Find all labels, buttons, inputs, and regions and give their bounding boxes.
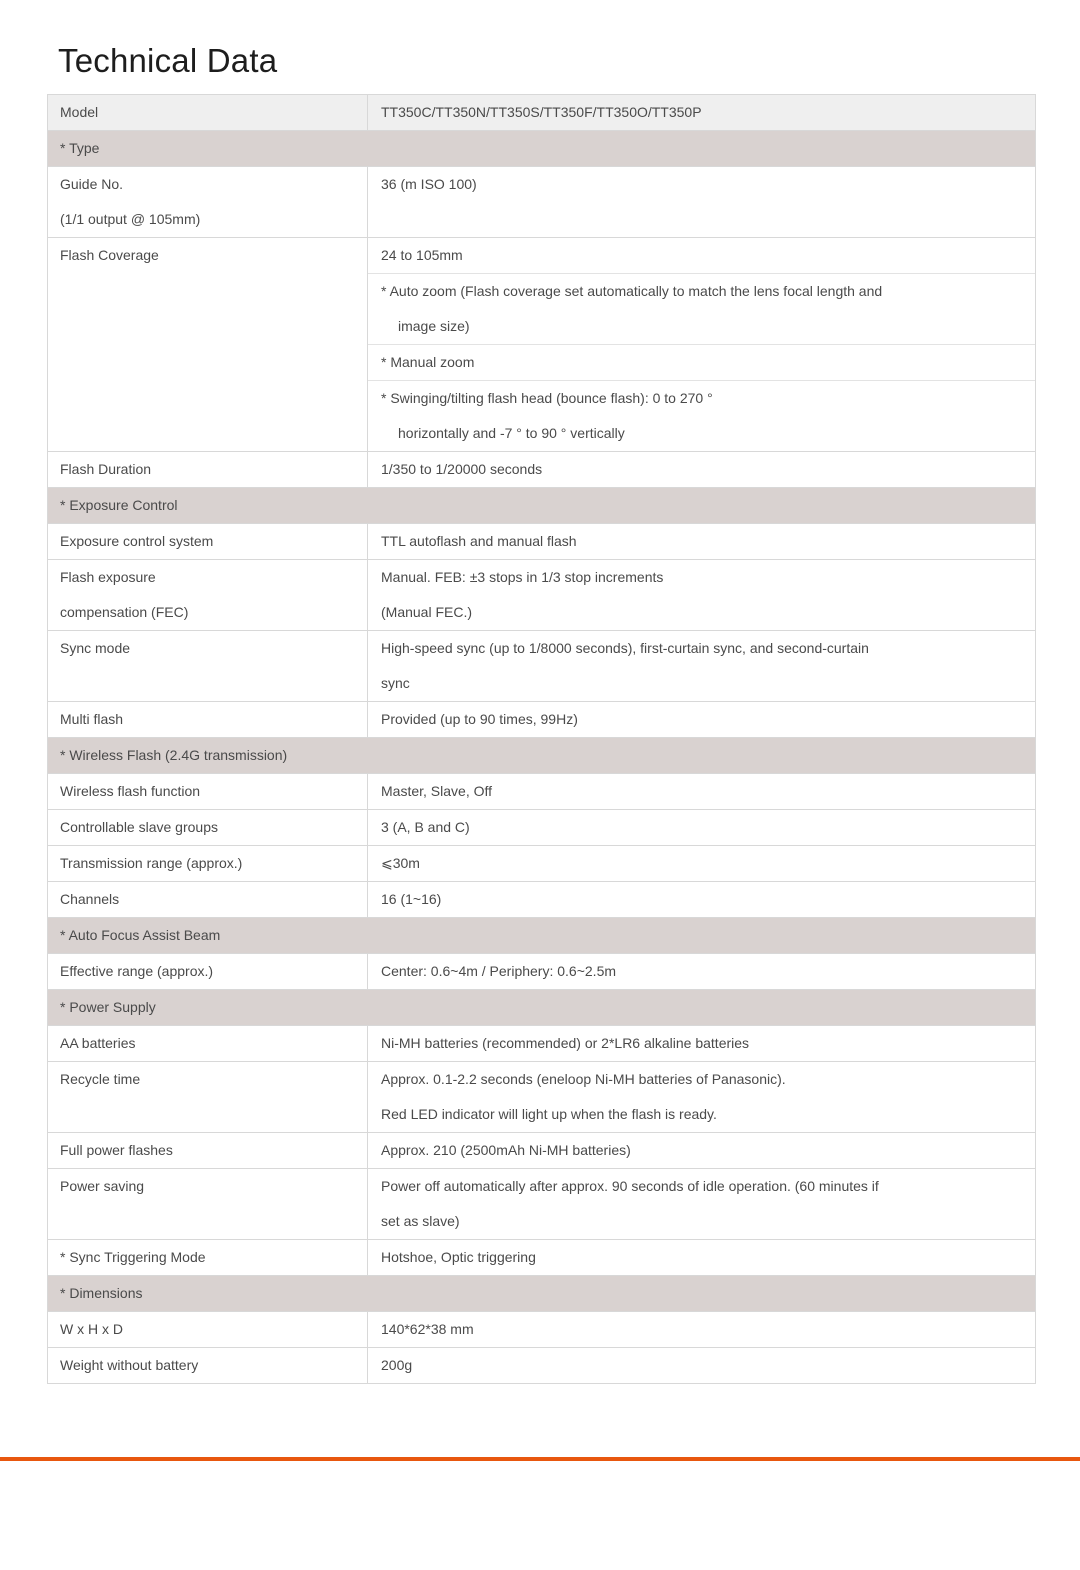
spec-value-sync-triggering-mode: Hotshoe, Optic triggering [381,1249,536,1265]
spec-label-aa-batteries: AA batteries [48,1026,368,1061]
spec-value-slave-groups: 3 (A, B and C) [381,819,470,835]
accent-divider-rule [0,1457,1080,1461]
table-row-aa-batteries [48,1026,1035,1062]
value-line: set as slave) [381,1213,460,1229]
table-row-weight [48,1348,1035,1383]
table-row-exposure-system [48,524,1035,560]
flash-coverage-auto-zoom [368,274,1035,345]
spec-value-wireless-function: Master, Slave, Off [381,783,493,799]
spec-label-guide-no [48,167,368,237]
table-row-sync-triggering-mode [48,1240,1035,1276]
technical-data-table [47,94,1036,1384]
spec-label-sync-triggering-mode: * Sync Triggering Mode [48,1240,368,1275]
spec-label-sync-mode: Sync mode [48,631,368,701]
spec-label-wireless-function: Wireless flash function [48,774,368,809]
value-line: (Manual FEC.) [381,604,473,620]
table-row-multi-flash [48,702,1035,738]
spec-value-aa-batteries: Ni-MH batteries (recommended) or 2*LR6 alkaline batteries [381,1035,750,1051]
flash-coverage-bounce [368,381,1035,451]
table-row-model [48,95,1035,131]
value-line: Manual. FEB: ±3 stops in 1/3 stop increments [381,569,664,585]
table-row-fec [48,560,1035,631]
spec-label-whd: W x H x D [48,1312,368,1347]
spec-label-slave-groups: Controllable slave groups [48,810,368,845]
label-line: compensation (FEC) [60,604,189,620]
spec-label-flash-coverage: Flash Coverage [48,238,368,451]
spec-value-transmission-range: ⩽30m [381,855,420,871]
spec-value-model: TT350C/TT350N/TT350S/TT350F/TT350O/TT350P [381,104,702,120]
spec-label-flash-duration: Flash Duration [48,452,368,487]
value-line: sync [381,675,410,691]
value-line: * Swinging/tilting flash head (bounce flash): 0 to 270 ° [381,390,713,406]
spec-value-effective-range: Center: 0.6~4m / Periphery: 0.6~2.5m [381,963,617,979]
section-header-dimensions: * Dimensions [48,1276,1035,1312]
label-line: (1/1 output @ 105mm) [60,211,201,227]
value-line: * Auto zoom (Flash coverage set automatically to match the lens focal length and [381,283,883,299]
flash-coverage-manual-zoom: * Manual zoom [368,345,1035,381]
value-line: Red LED indicator will light up when the flash is ready. [381,1106,717,1122]
label-line: Guide No. [60,176,124,192]
spec-label-power-saving: Power saving [48,1169,368,1239]
spec-value-flash-duration: 1/350 to 1/20000 seconds [381,461,543,477]
section-header-type: * Type [48,131,1035,167]
flash-coverage-range: 24 to 105mm [368,238,1035,274]
value-line: horizontally and -7 ° to 90 ° vertically [398,425,625,441]
spec-label-weight: Weight without battery [48,1348,368,1383]
table-row-slave-groups [48,810,1035,846]
spec-value-fec [368,560,1035,630]
spec-value-flash-coverage [368,238,1035,451]
section-header-exposure-control: * Exposure Control [48,488,1035,524]
table-row-channels [48,882,1035,918]
table-row-power-saving [48,1169,1035,1240]
table-row-full-power-flashes [48,1133,1035,1169]
spec-value-exposure-system: TTL autoflash and manual flash [381,533,577,549]
section-header-power-supply: * Power Supply [48,990,1035,1026]
section-header-af-assist-beam: * Auto Focus Assist Beam [48,918,1035,954]
table-row-flash-duration [48,452,1035,488]
spec-value-power-saving [368,1169,1035,1239]
value-line: High-speed sync (up to 1/8000 seconds), first-curtain sync, and second-curtain [381,640,869,656]
spec-value-weight: 200g [381,1357,413,1373]
table-row-guide-no [48,167,1035,238]
spec-value-sync-mode [368,631,1035,701]
spec-label-model: Model [48,95,368,130]
spec-value-guide-no: 36 (m ISO 100) [381,176,477,192]
table-row-whd [48,1312,1035,1348]
spec-label-recycle-time: Recycle time [48,1062,368,1132]
section-header-wireless-flash: * Wireless Flash (2.4G transmission) [48,738,1035,774]
spec-label-multi-flash: Multi flash [48,702,368,737]
spec-label-transmission-range: Transmission range (approx.) [48,846,368,881]
table-row-effective-range [48,954,1035,990]
spec-label-full-power-flashes: Full power flashes [48,1133,368,1168]
spec-value-multi-flash: Provided (up to 90 times, 99Hz) [381,711,578,727]
spec-label-channels: Channels [48,882,368,917]
spec-value-recycle-time [368,1062,1035,1132]
spec-label-exposure-system: Exposure control system [48,524,368,559]
value-line: image size) [398,318,470,334]
spec-label-fec [48,560,368,630]
spec-value-channels: 16 (1~16) [381,891,442,907]
page-title: Technical Data [58,42,278,79]
spec-value-whd: 140*62*38 mm [381,1321,474,1337]
label-line: Flash exposure [60,569,156,585]
table-row-wireless-function [48,774,1035,810]
table-row-transmission-range [48,846,1035,882]
table-row-flash-coverage [48,238,1035,452]
value-line: Approx. 0.1-2.2 seconds (eneloop Ni-MH batteries of Panasonic). [381,1071,786,1087]
spec-value-full-power-flashes: Approx. 210 (2500mAh Ni-MH batteries) [381,1142,631,1158]
spec-label-effective-range: Effective range (approx.) [48,954,368,989]
value-line: Power off automatically after approx. 90 seconds of idle operation. (60 minutes if [381,1178,879,1194]
table-row-recycle-time [48,1062,1035,1133]
table-row-sync-mode [48,631,1035,702]
